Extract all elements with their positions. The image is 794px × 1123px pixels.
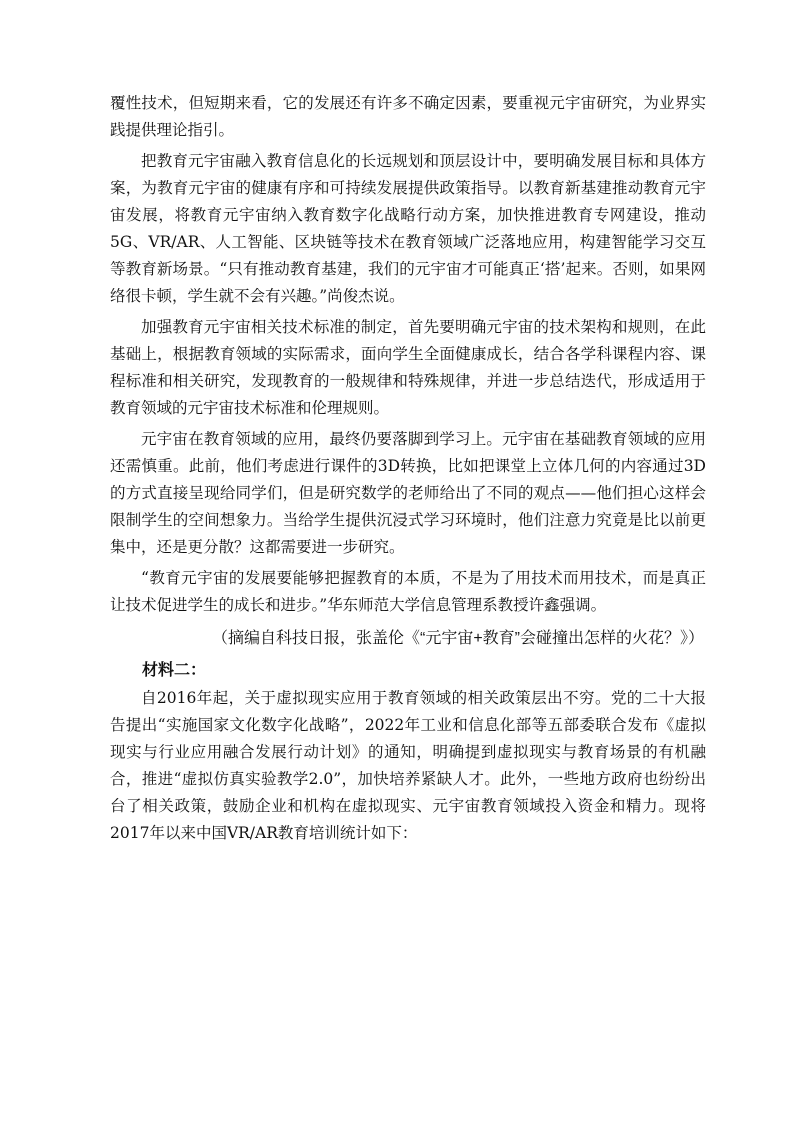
paragraph-technical-standards: 加强教育元宇宙相关技术标准的制定，首先要明确元宇宙的技术架构和规则，在此基础上，根据教育领域的实际需求，面向学生全面健康成长，结合各学科课程内容、课程标准和相关研究，发现教育的一般规律和特殊规律，并进一步总结迭代，形成适用于教育领域的元宇宙技术标准和伦理规则。 <box>110 318 706 417</box>
paragraph-expert-quote: “教育元宇宙的发展要能够把握教育的本质，不是为了用技术而用技术，而是真正让技术促进学生的成长和进步。”华东师范大学信息管理系教授许鑫强调。 <box>110 569 706 614</box>
article-body <box>110 90 706 847</box>
paragraph-continuation: 覆性技术，但短期来看，它的发展还有许多不确定因素，要重视元宇宙研究，为业界实践提供理论指引。 <box>110 94 706 139</box>
paragraph-material-two: 自2016年起，关于虚拟现实应用于教育领域的相关政策层出不穷。党的二十大报告提出“实施国家文化数字化战略”，2022年工业和信息化部等五部委联合发布《虚拟现实与行业应用融合发展行动计划》的通知，明确提到虚拟现实与教育场景的有机融合，推进“虚拟仿真实验教学2.0”，加快培养紧缺人才。此外，一些地方政府也纷纷出台了相关政策，鼓励企业和机构在虚拟现实、元宇宙教育领域投入资金和精力。现将2017年以来中国VR/AR教育培训统计如下： <box>110 689 706 842</box>
paragraph-application-caution: 元宇宙在教育领域的应用，最终仍要落脚到学习上。元宇宙在基础教育领域的应用还需慎重。此前，他们考虑进行课件的3D转换，比如把课堂上立体几何的内容通过3D的方式直接呈现给同学们，但是研究数学的老师给出了不同的观点——他们担心这样会限制学生的空间想象力。当给学生提供沉浸式学习环境时，他们注意力究竟是比以前更集中，还是更分散？这都需要进一步研究。 <box>110 430 706 556</box>
source-citation: （摘编自科技日报，张盖伦《“元宇宙+教育”会碰撞出怎样的火花？》） <box>211 630 704 647</box>
material-two-heading: 材料二： <box>142 662 207 679</box>
paragraph-policy-planning: 把教育元宇宙融入教育信息化的长远规划和顶层设计中，要明确发展目标和具体方案，为教育元宇宙的健康有序和可持续发展提供政策指导。以教育新基建推动教育元宇宙发展，将教育元宇宙纳入教育数字化战略行动方案，加快推进教育专网建设，推动5G、VR/AR、人工智能、区块链等技术在教育领域广泛落地应用，构建智能学习交互等教育新场景。“只有推动教育基建，我们的元宇宙才可能真正‘搭’起来。否则，如果网络很卡顿，学生就不会有兴趣。”尚俊杰说。 <box>110 152 706 305</box>
